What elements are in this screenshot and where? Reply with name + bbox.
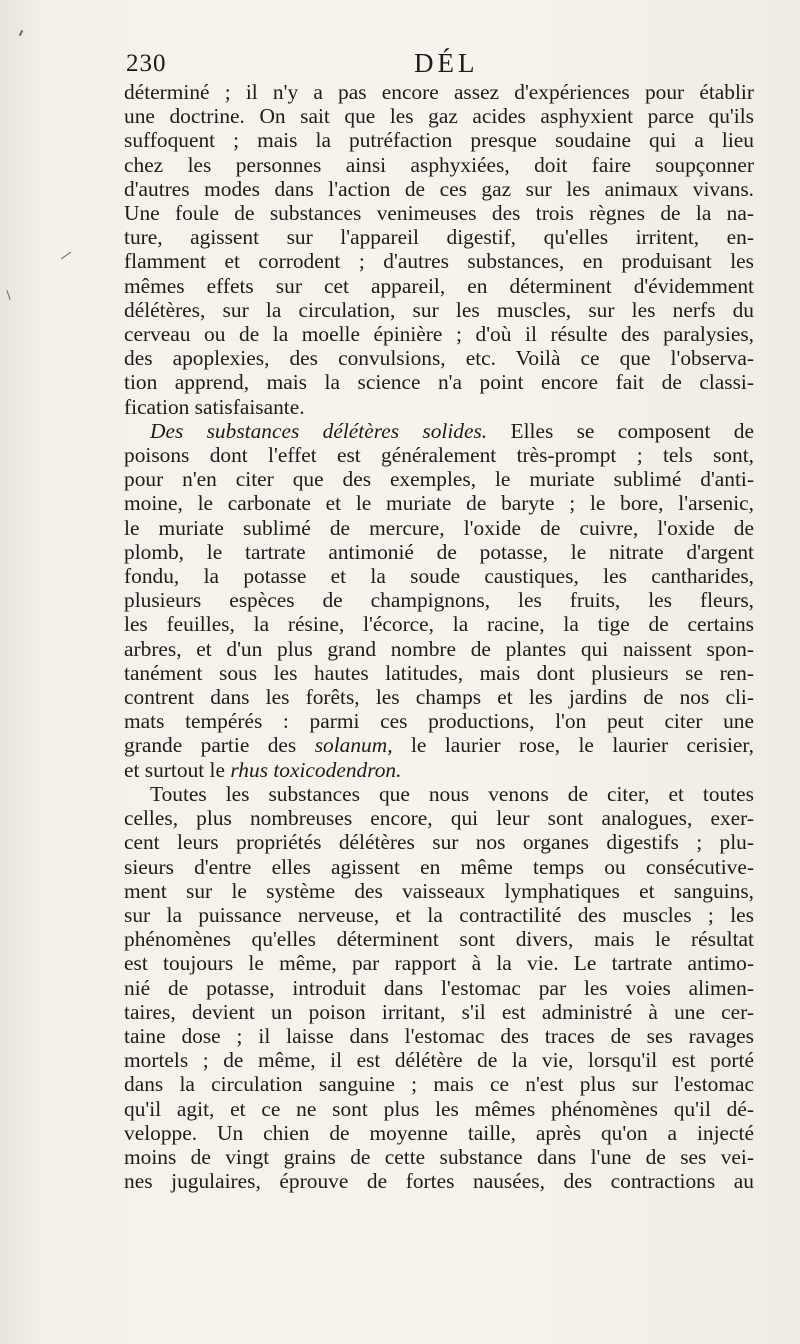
text-line: est toujours le même, par rapport à la vie. Le tartrate antimo-	[124, 951, 754, 976]
text-fragment: , le laurier rose, le laurier cerisier,	[387, 733, 754, 758]
text-line: nié de potasse, introduit dans l'estomac par les voies alimen-	[124, 975, 754, 1000]
text-line	[124, 733, 754, 757]
text-line: ment sur le système des vaisseaux lymphatiques et sanguins,	[124, 878, 754, 903]
text-line: flamment et corrodent ; d'autres substances, en produisant les	[124, 249, 754, 274]
text-line: contrent dans les forêts, les champs et les jardins de nos cli-	[124, 685, 754, 710]
text-line: Toutes les substances que nous venons de citer, et toutes	[150, 781, 754, 806]
text-line: phénomènes qu'elles déterminent sont divers, mais le résultat	[124, 927, 754, 952]
page-number: 230	[126, 50, 167, 77]
text-line: délétères, sur la circulation, sur les muscles, sur les nerfs du	[124, 297, 754, 322]
text-line: d'autres modes dans l'action de ces gaz sur les animaux vivans.	[124, 176, 754, 201]
page-speck	[19, 30, 23, 36]
text-line: taires, devient un poison irritant, s'il est administré à une cer-	[124, 999, 754, 1024]
text-line: suffoquent ; mais la putréfaction presque soudaine qui a lieu	[124, 128, 754, 153]
text-line: plusieurs espèces de champignons, les fruits, les fleurs,	[124, 588, 754, 613]
text-line: mortels ; de même, il est délétère de la vie, lorsqu'il est porté	[124, 1048, 754, 1073]
text-line: mêmes effets sur cet appareil, en déterminent d'évidemment	[124, 273, 754, 298]
text-line: nes jugulaires, éprouve de fortes nausées, des contractions au	[124, 1169, 754, 1194]
text-line: les feuilles, la résine, l'écorce, la racine, la tige de certains	[124, 612, 754, 637]
text-line: déterminé ; il n'y a pas encore assez d'expériences pour établir	[124, 80, 754, 104]
text-line: fondu, la potasse et la soude caustiques, les cantharides,	[124, 564, 754, 589]
text-line	[124, 758, 754, 782]
italic-heading: Des substances délétères solides.	[150, 418, 488, 443]
text-line: celles, plus nombreuses encore, qui leur sont analogues, exer-	[124, 806, 754, 831]
text-line: cent leurs propriétés délétères sur nos organes digestifs ; plu-	[124, 830, 754, 855]
paragraph-lead-line	[124, 419, 754, 443]
text-line: tanément sous les hautes latitudes, mais dont plusieurs se ren-	[124, 660, 754, 685]
page-speck	[61, 252, 71, 260]
text-line: veloppe. Un chien de moyenne taille, après qu'on a injecté	[124, 1120, 754, 1145]
text-line: ture, agissent sur l'appareil digestif, qu'elles irritent, en-	[124, 225, 754, 250]
text-line: tion apprend, mais la science n'a point encore fait de classi-	[124, 370, 754, 395]
text-line: le muriate sublimé de mercure, l'oxide de cuivre, l'oxide de	[124, 515, 754, 540]
body-text	[124, 80, 754, 1193]
text-line: moins de vingt grains de cette substance dans l'une de ses vei-	[124, 1144, 754, 1169]
text-line: chez les personnes ainsi asphyxiées, doit faire soupçonner	[124, 152, 754, 177]
text-line: pour n'en citer que des exemples, le muriate sublimé d'anti-	[124, 467, 754, 492]
text-line: arbres, et d'un plus grand nombre de plantes qui naissent spon-	[124, 636, 754, 661]
section-heading: DÉL	[414, 48, 479, 78]
italic-term: rhus toxicodendron.	[230, 757, 402, 782]
text-line: Une foule de substances venimeuses des trois règnes de la na-	[124, 201, 754, 226]
text-fragment: et surtout le	[124, 757, 225, 782]
running-head	[126, 48, 752, 82]
text-line: cerveau ou de la moelle épinière ; d'où il résulte des paralysies,	[124, 322, 754, 347]
text-line: mats tempérés : parmi ces productions, l'on peut citer une	[124, 709, 754, 734]
text-line: plomb, le tartrate antimonié de potasse, le nitrate d'argent	[124, 539, 754, 564]
text-line: sieurs d'entre elles agissent en même temps ou consécutive-	[124, 854, 754, 879]
text-fragment: grande partie des	[124, 733, 297, 758]
text-line: une doctrine. On sait que les gaz acides asphyxient parce qu'ils	[124, 104, 754, 129]
text-line: taine dose ; il laisse dans l'estomac des traces de ses ravages	[124, 1023, 754, 1048]
text-line: dans la circulation sanguine ; mais ce n'est plus sur l'estomac	[124, 1072, 754, 1097]
text-line: qu'il agit, et ce ne sont plus les mêmes phénomènes qu'il dé-	[124, 1096, 754, 1121]
text-fragment: Elles se composent de	[510, 418, 754, 443]
text-line: sur la puissance nerveuse, et la contractilité des muscles ; les	[124, 902, 754, 927]
text-line: fication satisfaisante.	[124, 394, 305, 419]
page-speck	[6, 290, 10, 300]
text-line: moine, le carbonate et le muriate de baryte ; le bore, l'arsenic,	[124, 491, 754, 516]
text-line: des apoplexies, des convulsions, etc. Voilà ce que l'observa-	[124, 346, 754, 371]
text-line: poisons dont l'effet est généralement très-prompt ; tels sont,	[124, 443, 754, 468]
italic-term: solanum	[314, 733, 388, 758]
